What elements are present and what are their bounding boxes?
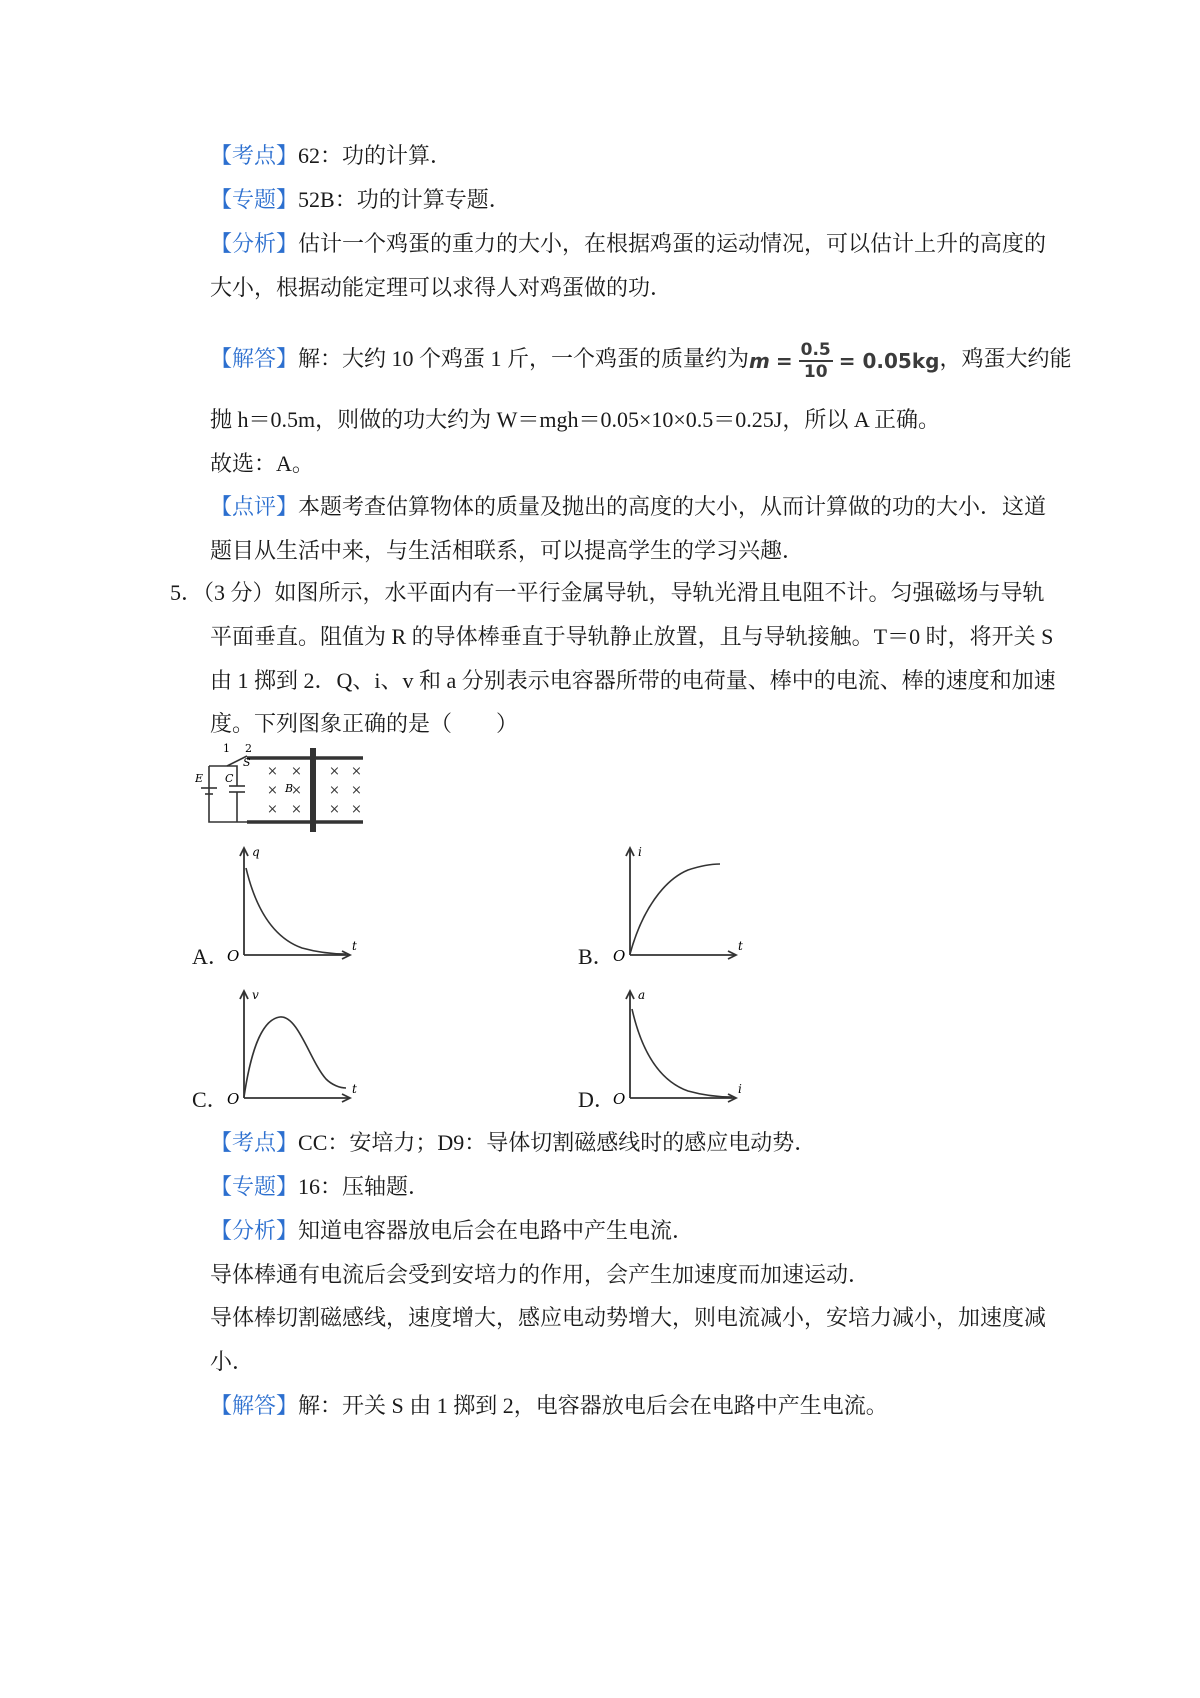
q5-stem: 由 1 掷到 2．Q、i、v 和 a 分别表示电容器所带的电荷量、棒中的电流、棒的速度和加速: [210, 668, 1056, 693]
option-d-x-axis-label: i: [738, 1082, 742, 1096]
q5-fenxi-cont: 导体棒切割磁感线，速度增大，感应电动势增大，则电流减小，安培力减小，加速度减: [210, 1305, 1047, 1330]
q5-zhuanti: [210, 1172, 430, 1202]
option-b-graph: [608, 840, 748, 965]
q4-jieda: [210, 340, 1071, 382]
fenxi-tag: 【分析】: [210, 1218, 299, 1243]
q4-zhuanti: [210, 185, 511, 215]
formula-fraction: [799, 340, 833, 382]
zhuanti-tag: 【专题】: [210, 1174, 299, 1199]
q4-fenxi: [210, 229, 1046, 259]
magnetic-field-cross: ×: [267, 764, 278, 779]
formula-denominator: 10: [803, 362, 828, 382]
option-a-label: A．: [192, 944, 230, 969]
fenxi-line: 知道电容器放电后会在电路中产生电流．: [298, 1218, 695, 1243]
formula-lhs: m: [749, 349, 770, 373]
capacitor-label: C: [225, 772, 234, 785]
option-c-y-axis-label: v: [252, 988, 259, 1002]
q4-dianping-cont: 题目从生活中来，与生活相联系，可以提高学生的学习兴趣．: [210, 538, 805, 563]
magnetic-field-cross: ×: [351, 783, 362, 798]
q4-kaodian: [210, 141, 452, 171]
option-c-origin-label: O: [227, 1090, 240, 1108]
q4-fenxi-cont: 大小，根据动能定理可以求得人对鸡蛋做的功．: [210, 275, 673, 300]
option-c-graph: [222, 983, 362, 1108]
field-label: B: [285, 782, 294, 795]
q4-dianping: [210, 492, 1046, 522]
fenxi-line: 估计一个鸡蛋的重力的大小，在根据鸡蛋的运动情况，可以估计上升的高度的: [298, 231, 1047, 256]
q4-answer: 故选：A。: [210, 451, 314, 476]
magnetic-field-cross: ×: [329, 783, 340, 798]
magnetic-field-cross: ×: [267, 802, 278, 817]
zhuanti-text: 16：压轴题．: [298, 1174, 431, 1199]
kaodian-text: CC：安培力；D9：导体切割磁感线时的感应电动势．: [298, 1130, 817, 1155]
q5-stem: 度。下列图象正确的是（ ）: [210, 711, 519, 736]
option-a-y-axis-label: q: [252, 845, 260, 859]
jieda-text: 解：开关 S 由 1 掷到 2，电容器放电后会在电路中产生电流。: [298, 1393, 888, 1418]
q5-kaodian: [210, 1128, 816, 1158]
jieda-tag: 【解答】: [210, 346, 299, 372]
option-a-graph: [222, 840, 362, 965]
jieda-tag: 【解答】: [210, 1393, 299, 1418]
kaodian-tag: 【考点】: [210, 1130, 299, 1155]
option-b-x-axis-label: t: [738, 939, 743, 953]
circuit-diagram: [195, 742, 375, 834]
option-d-y-axis-label: a: [638, 988, 646, 1002]
option-d-graph: [608, 983, 748, 1108]
q5-fenxi-cont: 小．: [210, 1349, 255, 1374]
dianping-text: 本题考查估算物体的质量及抛出的高度的大小，从而计算做的功的大小．这道: [298, 494, 1047, 519]
option-d-label: D．: [578, 1087, 616, 1112]
option-c-label: C．: [192, 1087, 229, 1112]
option-b-label: B．: [578, 944, 615, 969]
magnetic-field-cross: ×: [291, 783, 302, 798]
option-c-x-axis-label: t: [352, 1082, 357, 1096]
magnetic-field-cross: ×: [351, 764, 362, 779]
switch-terminal-2: 2: [245, 742, 252, 755]
battery-label: E: [195, 772, 204, 785]
option-b-origin-label: O: [613, 947, 626, 965]
kaodian-tag: 【考点】: [210, 143, 299, 168]
q5-jieda: [210, 1391, 888, 1421]
option-b-y-axis-label: i: [638, 845, 642, 859]
q5-fenxi-cont: 导体棒通有电流后会受到安培力的作用，会产生加速度而加速运动．: [210, 1262, 871, 1287]
q5-fenxi: [210, 1216, 694, 1246]
magnetic-field-cross: ×: [267, 783, 278, 798]
mass-formula: [749, 340, 939, 382]
formula-eq: =: [775, 349, 793, 373]
magnetic-field-cross: ×: [351, 802, 362, 817]
zhuanti-tag: 【专题】: [210, 187, 299, 212]
magnetic-field-cross: ×: [291, 764, 302, 779]
q4-jieda-cont: 抛 h＝0.5m，则做的功大约为 W＝mgh＝0.05×10×0.5＝0.25J，所以 A 正确。: [210, 407, 941, 432]
option-a-x-axis-label: t: [352, 939, 357, 953]
switch-terminal-1: 1: [223, 742, 230, 755]
magnetic-field-cross: ×: [291, 802, 302, 817]
kaodian-text: 62：功的计算．: [298, 143, 453, 168]
formula-rhs: = 0.05kg: [838, 349, 940, 373]
jieda-text: 解：大约 10 个鸡蛋 1 斤，一个鸡蛋的质量约为: [298, 346, 750, 372]
magnetic-field-cross: ×: [329, 802, 340, 817]
formula-numerator: 0.5: [800, 340, 831, 360]
fenxi-tag: 【分析】: [210, 231, 299, 256]
option-a-origin-label: O: [227, 947, 240, 965]
q5-stem: 5．（3 分）如图所示，水平面内有一平行金属导轨，导轨光滑且电阻不计。匀强磁场与导轨: [170, 580, 1045, 605]
jieda-text-after: ，鸡蛋大约能: [939, 346, 1072, 372]
q5-stem: 平面垂直。阻值为 R 的导体棒垂直于导轨静止放置，且与导轨接触。T＝0 时，将开关 S: [210, 624, 1054, 649]
magnetic-field-cross: ×: [329, 764, 340, 779]
zhuanti-text: 52B：功的计算专题．: [298, 187, 511, 212]
option-d-origin-label: O: [613, 1090, 626, 1108]
switch-label: S: [243, 756, 251, 769]
dianping-tag: 【点评】: [210, 494, 299, 519]
